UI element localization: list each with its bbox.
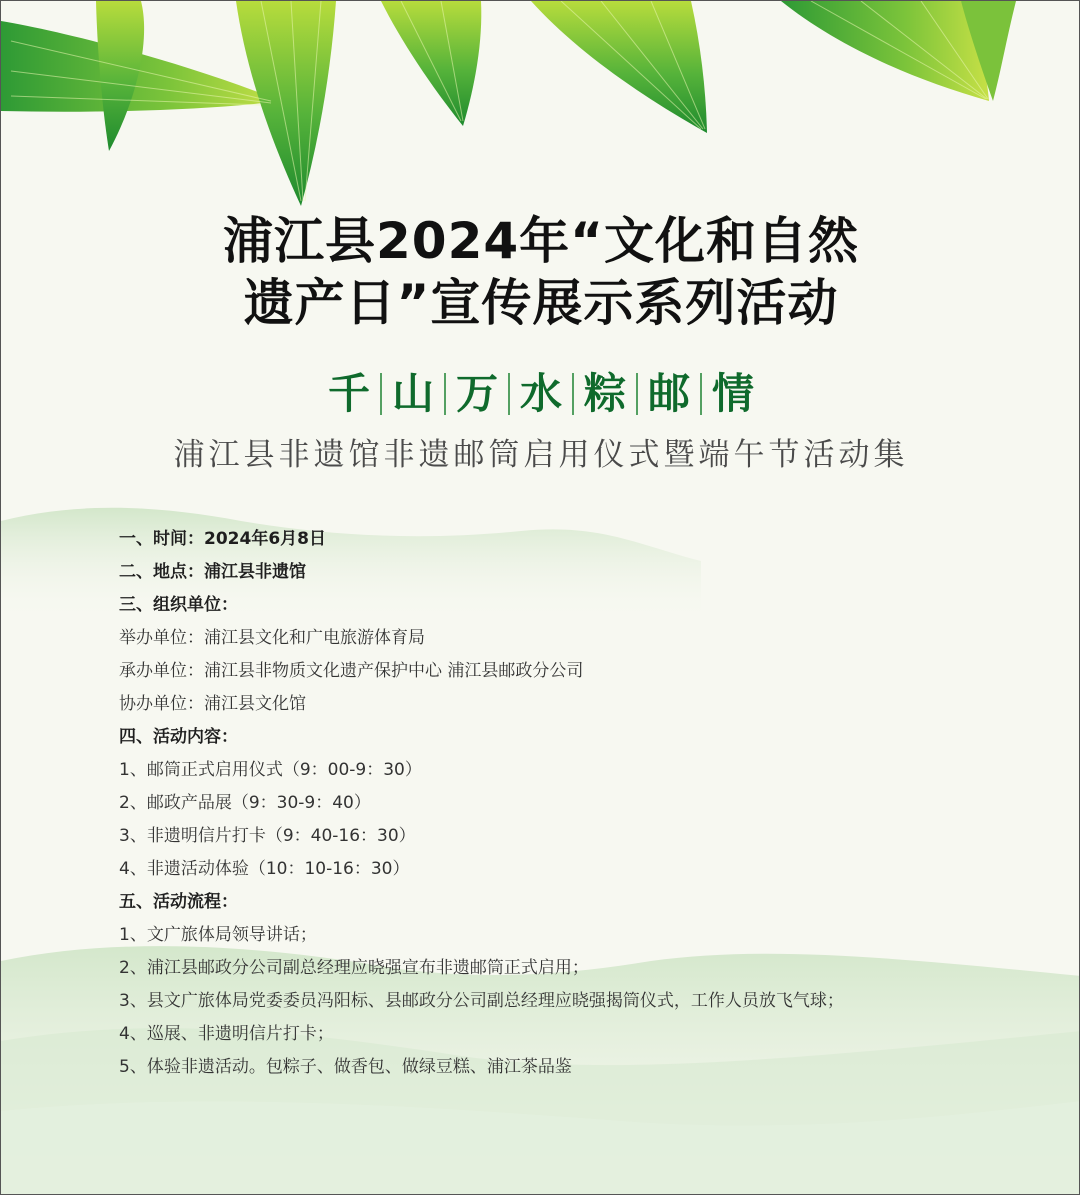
detail-line: 1、文广旅体局领导讲话； [119,925,317,945]
event-details [119,523,1019,1084]
detail-line: 协办单位：浦江县文化馆 [119,694,306,714]
section-heading-process: 五、活动流程： [119,892,238,912]
slogan-char: 邮 [648,369,691,418]
title-line-1: 浦江县2024年“文化和自然 [222,212,860,270]
slogan-divider [636,373,638,415]
section-heading-content: 四、活动内容： [119,727,238,747]
leaf-decoration [1,1,1016,206]
slogan-divider [700,373,702,415]
slogan-char: 山 [391,369,434,418]
detail-line: 2、浦江县邮政分公司副总经理应晓强宣布非遗邮筒正式启用； [119,958,589,978]
slogan-divider [444,373,446,415]
slogan-divider [572,373,574,415]
detail-line: 3、县文广旅体局党委委员冯阳标、县邮政分公司副总经理应晓强揭筒仪式，工作人员放飞气球； [119,991,844,1011]
slogan-char: 万 [455,369,498,418]
section-heading-organizers: 三、组织单位： [119,595,238,615]
slogan-char: 粽 [584,369,627,418]
slogan [1,369,1080,419]
title-line-2: 遗产日”宣传展示系列活动 [243,274,839,332]
section-heading-time: 一、时间：2024年6月8日 [119,529,326,549]
slogan-divider [508,373,510,415]
detail-line: 1、邮筒正式启用仪式（9：00-9：30） [119,760,422,780]
detail-line: 4、巡展、非遗明信片打卡； [119,1024,334,1044]
detail-line: 承办单位：浦江县非物质文化遗产保护中心 浦江县邮政分公司 [119,661,584,681]
detail-line: 举办单位：浦江县文化和广电旅游体育局 [119,628,425,648]
slogan-char: 水 [519,369,562,418]
detail-line: 5、体验非遗活动。包粽子、做香包、做绿豆糕、浦江茶品鉴 [119,1057,572,1077]
detail-line: 3、非遗明信片打卡（9：40-16：30） [119,826,416,846]
detail-line: 2、邮政产品展（9：30-9：40） [119,793,371,813]
slogan-divider [380,373,382,415]
slogan-char: 情 [712,369,755,418]
section-heading-location: 二、地点：浦江县非遗馆 [119,562,306,582]
detail-line: 4、非遗活动体验（10：10-16：30） [119,859,410,879]
slogan-char: 千 [327,369,370,418]
subtitle: 浦江县非遗馆非遗邮筒启用仪式暨端午节活动集 [173,437,909,473]
